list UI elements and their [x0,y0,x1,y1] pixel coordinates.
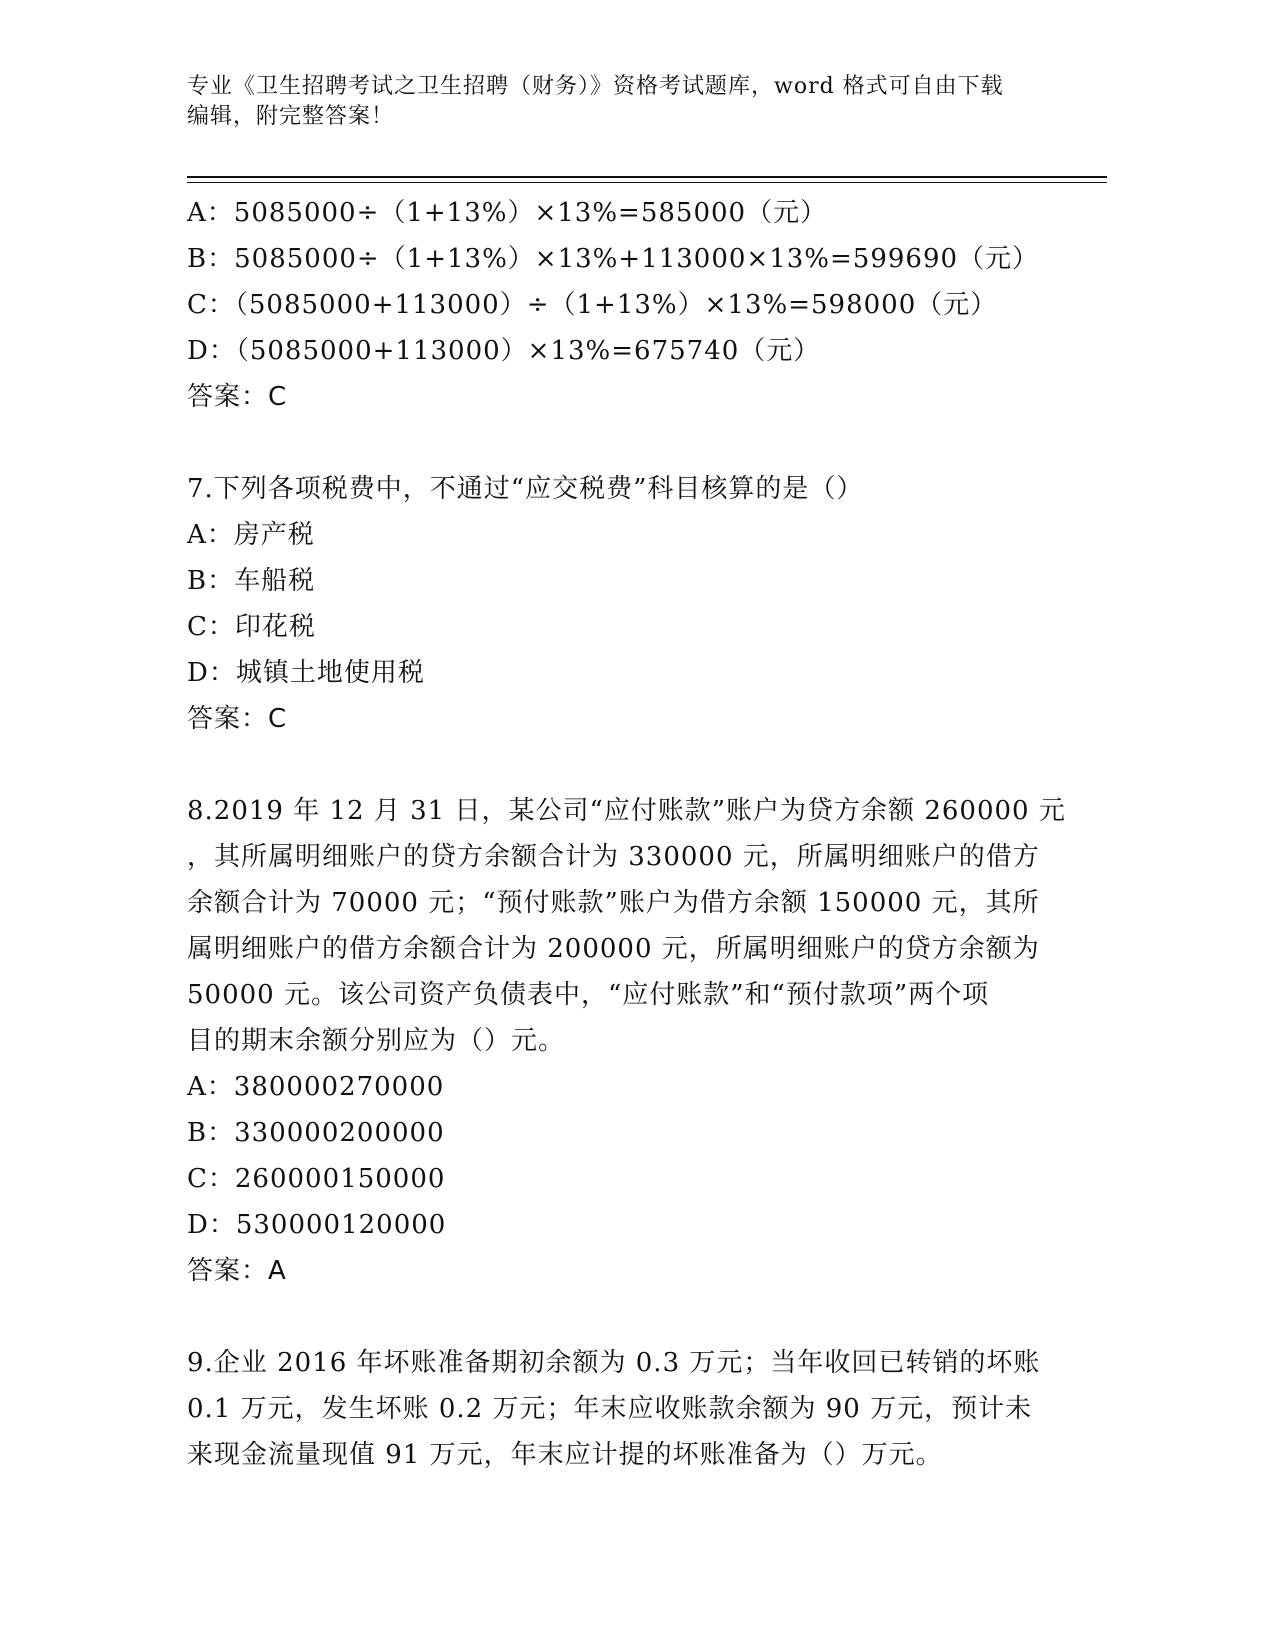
question-content [187,190,1087,1478]
question-7 [187,466,1087,742]
option-b: B：330000200000 [187,1118,445,1148]
question-6 [187,190,1087,420]
option-d: D：530000120000 [187,1210,447,1240]
question-8 [187,788,1087,1294]
option-b: B：车船税 [187,566,316,596]
header-rule-thin [187,182,1107,183]
document-header [187,72,1087,132]
question-stem-line: 0.1 万元，发生坏账 0.2 万元；年末应收账款余额为 90 万元，预计未 [187,1394,1033,1424]
question-stem-line: ，其所属明细账户的贷方余额合计为 330000 元，所属明细账户的借方 [187,842,1040,872]
answer: 答案：A [187,1256,287,1286]
header-line-2: 编辑，附完整答案！ [187,104,395,129]
question-stem-line: 余额合计为 70000 元；“预付账款”账户为借方余额 150000 元，其所 [187,888,1040,918]
question-stem-line: 来现金流量现值 91 万元，年末应计提的坏账准备为（）万元。 [187,1440,943,1470]
header-line-1: 专业《卫生招聘考试之卫生招聘（财务）》资格考试题库，word 格式可自由下载 [187,74,1004,99]
option-b: B：5085000÷（1+13%）×13%+113000×13%=599690（元） [187,244,1040,274]
option-c: C：260000150000 [187,1164,446,1194]
spacer [187,420,1087,466]
option-c: C：（5085000+113000）÷（1+13%）×13%=598000（元） [187,290,998,320]
option-d: D：（5085000+113000）×13%=675740（元） [187,336,821,366]
option-a: A：5085000÷（1+13%）×13%=585000（元） [187,198,828,228]
question-9 [187,1340,1087,1478]
question-stem-line: 8.2019 年 12 月 31 日，某公司“应付账款”账户为贷方余额 260000 元 [187,796,1066,826]
option-a: A：380000270000 [187,1072,445,1102]
header-rule-thick [187,176,1107,178]
spacer [187,1294,1087,1340]
question-stem: 7.下列各项税费中，不通过“应交税费”科目核算的是（） [187,474,864,504]
question-stem-line: 目的期末余额分别应为（）元。 [187,1026,566,1056]
question-stem-line: 50000 元。该公司资产负债表中，“应付账款”和“预付款项”两个项 [187,980,990,1010]
answer: 答案：C [187,382,288,412]
spacer [187,742,1087,788]
answer: 答案：C [187,704,288,734]
question-stem-line: 9.企业 2016 年坏账准备期初余额为 0.3 万元；当年收回已转销的坏账 [187,1348,1041,1378]
option-c: C：印花税 [187,612,316,642]
option-a: A：房产税 [187,520,315,550]
question-stem-line: 属明细账户的借方余额合计为 200000 元，所属明细账户的贷方余额为 [187,934,1040,964]
option-d: D：城镇土地使用税 [187,658,425,688]
